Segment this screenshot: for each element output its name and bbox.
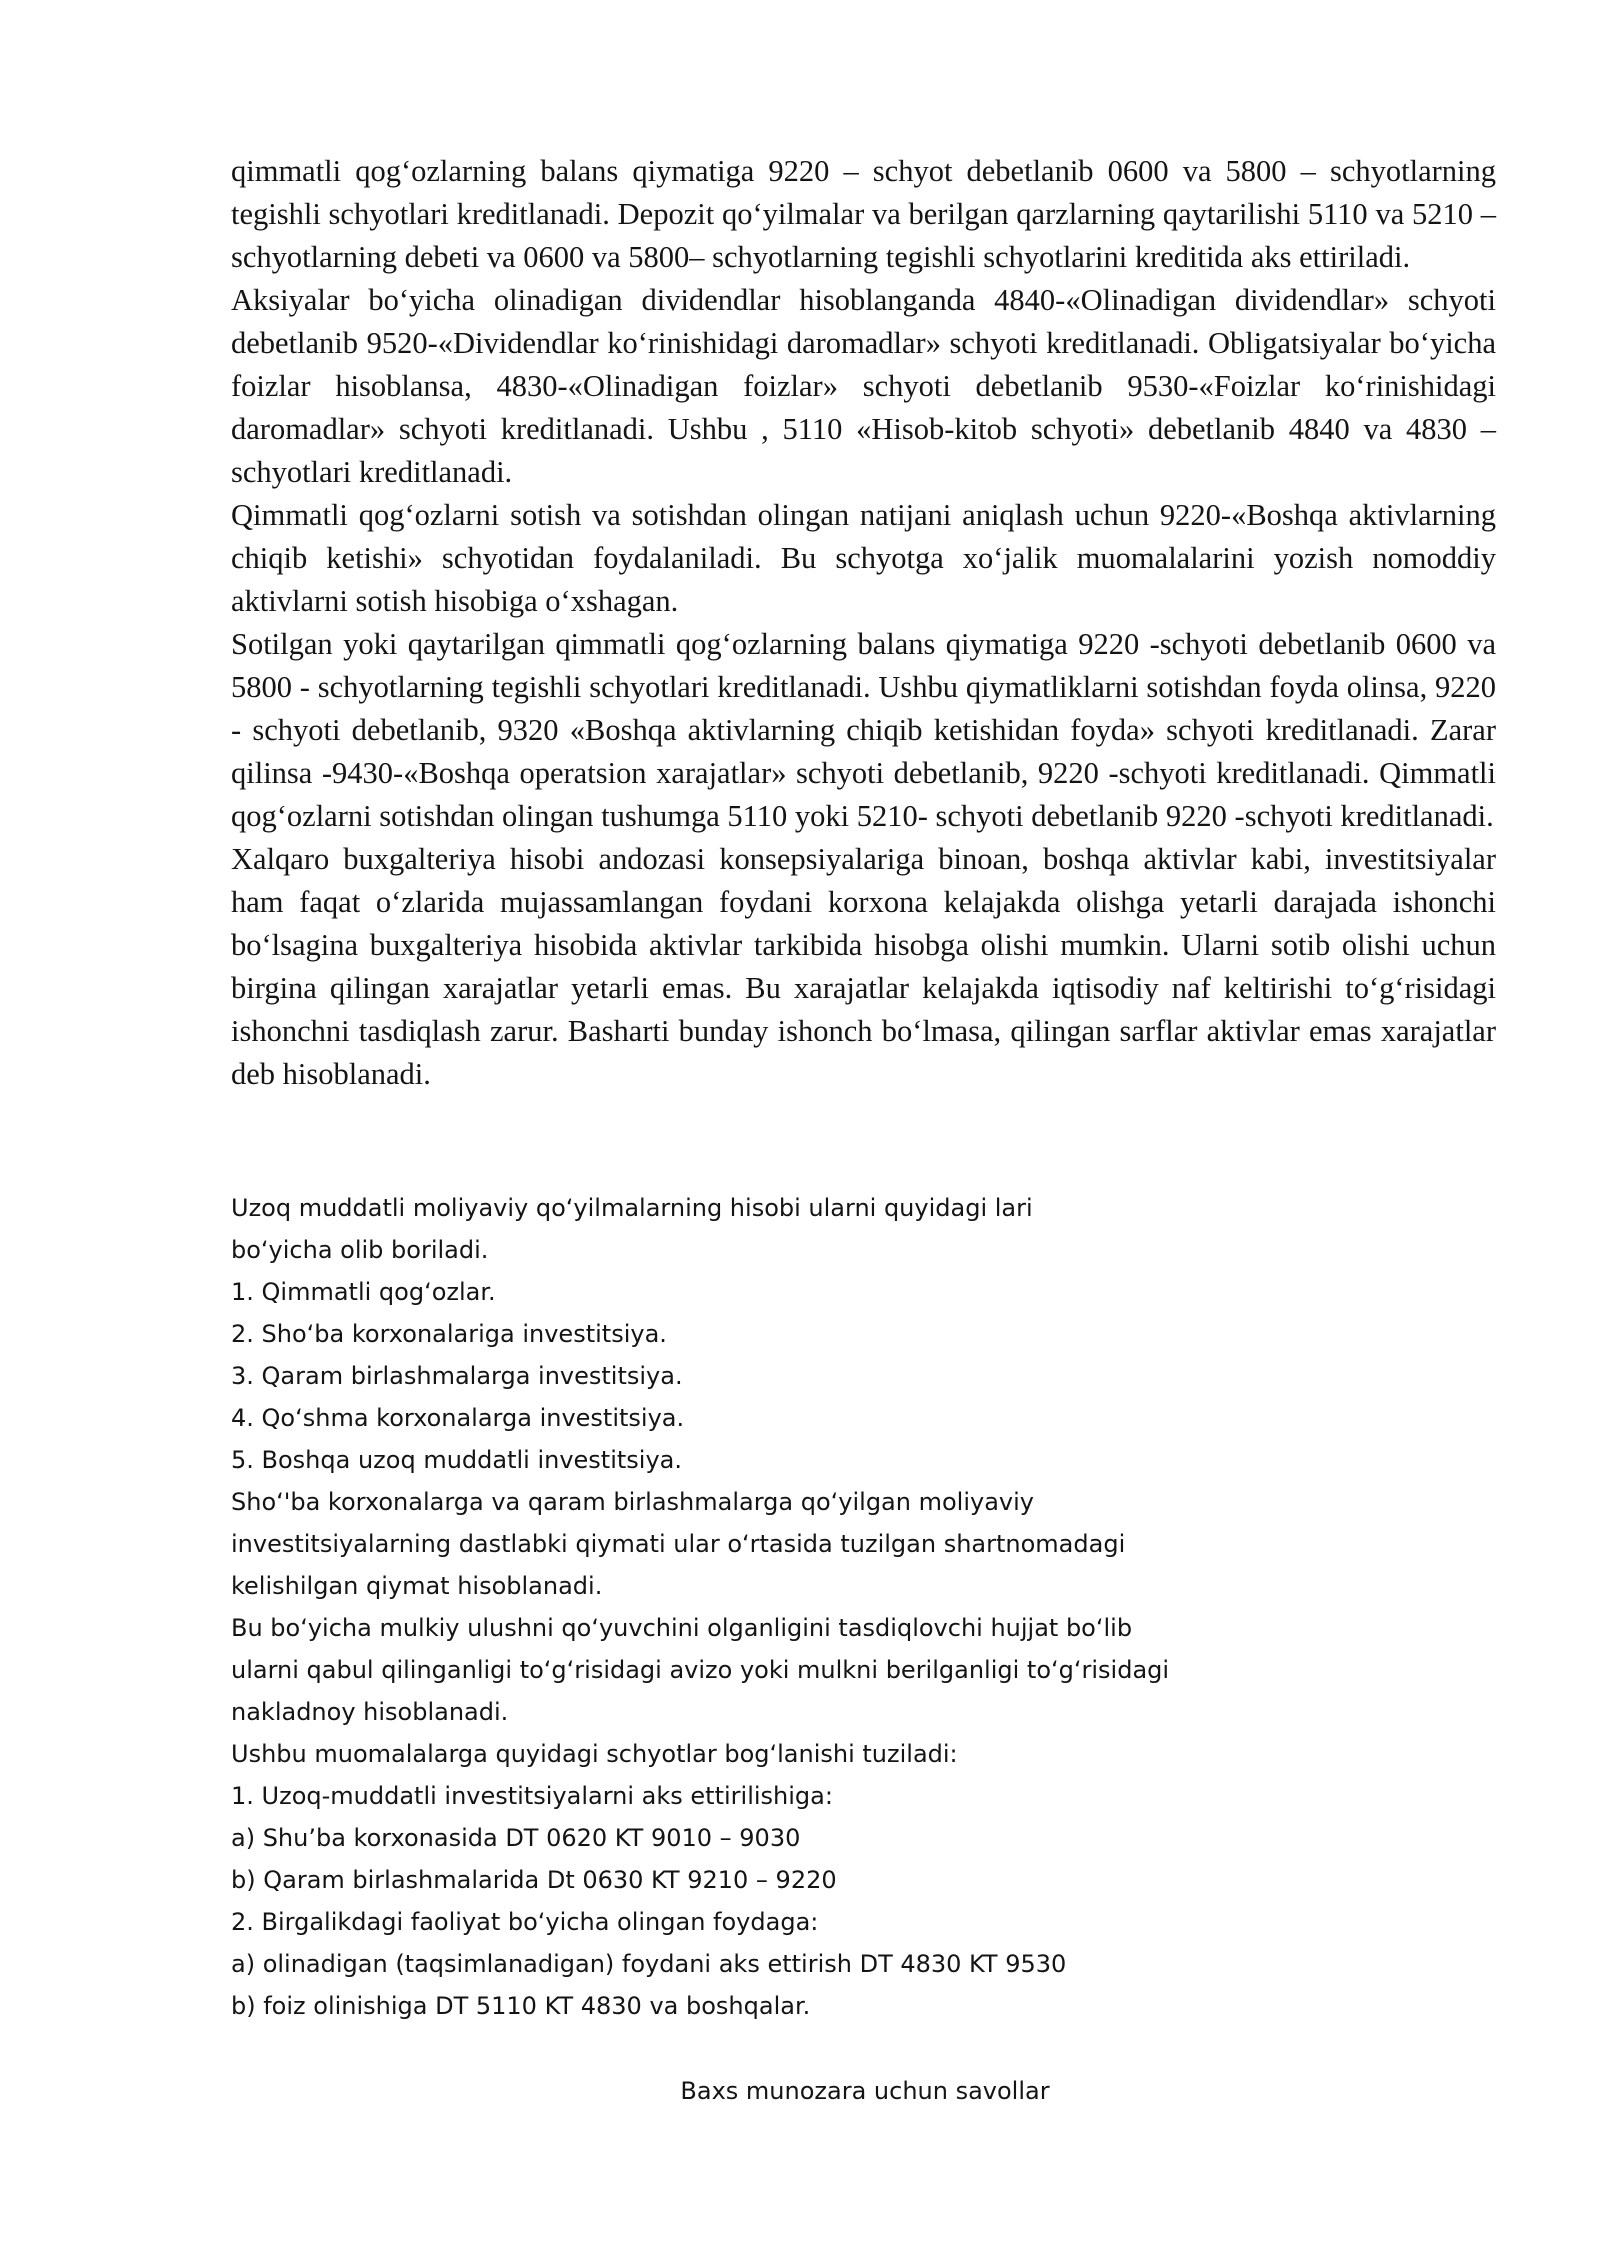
list-item: 4. Qo‘shma korxonalarga investitsiya. [231,1404,685,1432]
paragraph: qimmatli qog‘ozlarning balans qiymatiga 9220 – schyot debetlanib 0600 va 5800 – schyotlarning tegishli schyotlari kreditlanadi. Depozit qo‘yilmalar va berilgan qarzlarning qaytarilishi 5110 va 5210 – schyotlarning debeti va 0600 va 5800– schyotlarning tegishli schyotlarini kreditida aks ettiriladi. [231,154,1496,274]
list-item: 1. Qimmatli qog‘ozlar. [231,1278,496,1306]
list-item: b) foiz olinishiga DT 5110 KT 4830 va boshqalar. [231,1992,811,2020]
investment-list-section [231,1187,1496,2027]
text-line: ularni qabul qilinganligi to‘g‘risidagi avizo yoki mulkni berilganligi to‘g‘risidagi [231,1656,1170,1684]
text-line: investitsiyalarning dastlabki qiymati ular o‘rtasida tuzilgan shartnomadagi [231,1530,1126,1558]
list-item: 2. Sho‘ba korxonalariga investitsiya. [231,1320,667,1348]
paragraph: Sotilgan yoki qaytarilgan qimmatli qog‘ozlarning balans qiymatiga 9220 -schyoti debetlanib 0600 va 5800 - schyotlarning tegishli schyotlari kreditlanadi. Ushbu qiymatliklarni sotishdan foyda olinsa, 9220 - schyoti debetlanib, 9320 «Boshqa aktivlarning chiqib ketishidan foyda» schyoti kreditlanadi. Zarar qilinsa -9430-«Boshqa operatsion xarajatlar» schyoti debetlanib, 9220 -schyoti kreditlanadi. Qimmatli qog‘ozlarni sotishdan olingan tushumga 5110 yoki 5210- schyoti debetlanib 9220 -schyoti kreditlanadi. [231,627,1496,833]
body-text [231,150,1496,1096]
text-line: nakladnoy hisoblanadi. [231,1698,509,1726]
list-item: 3. Qaram birlashmalarga investitsiya. [231,1362,683,1390]
text-line: kelishilgan qiymat hisoblanadi. [231,1572,603,1600]
section-title: Baxs munozara uchun savollar [680,2077,1050,2105]
paragraph: Qimmatli qog‘ozlarni sotish va sotishdan olingan natijani aniqlash uchun 9220-«Boshqa aktivlarning chiqib ketishi» schyotidan foydalaniladi. Bu schyotga xo‘jalik muomalalarini yozish nomoddiy aktivlarni sotish hisobiga o‘xshagan. [231,498,1496,618]
text-line: bo‘yicha olib boriladi. [231,1236,489,1264]
paragraph: Xalqaro buxgalteriya hisobi andozasi konsepsiyalariga binoan, boshqa aktivlar kabi, investitsiyalar ham faqat o‘zlarida mujassamlangan foydani korxona kelajakda olishga yetarli darajada ishonchi bo‘lsagina buxgalteriya hisobida aktivlar tarkibida hisobga olishi mumkin. Ularni sotib olishi uchun birgina qilingan xarajatlar yetarli emas. Bu xarajatlar kelajakda iqtisodiy naf keltirishi to‘g‘risidagi ishonchni tasdiqlash zarur. Basharti bunday ishonch bo‘lmasa, qilingan sarflar aktivlar emas xarajatlar deb hisoblanadi. [231,842,1496,1091]
text-line: Bu bo‘yicha mulkiy ulushni qo‘yuvchini olganligini tasdiqlovchi hujjat bo‘lib [231,1614,1133,1642]
text-line: Sho‘'ba korxonalarga va qaram birlashmalarga qo‘yilgan moliyaviy [231,1488,1034,1516]
list-item: 1. Uzoq-muddatli investitsiyalarni aks ettirilishiga: [231,1782,833,1810]
text-line: Ushbu muomalalarga quyidagi schyotlar bog‘lanishi tuziladi: [231,1740,958,1768]
list-item: b) Qaram birlashmalarida Dt 0630 KT 9210 – 9220 [231,1866,837,1894]
list-item: 2. Birgalikdagi faoliyat bo‘yicha olingan foydaga: [231,1908,819,1936]
list-item: a) Shu’ba korxonasida DT 0620 KT 9010 – 9030 [231,1824,801,1852]
text-line: Uzoq muddatli moliyaviy qo‘yilmalarning hisobi ularni quyidagi lari [231,1194,1033,1222]
list-item: 5. Boshqa uzoq muddatli investitsiya. [231,1446,683,1474]
paragraph: Aksiyalar bo‘yicha olinadigan dividendlar hisoblanganda 4840-«Olinadigan dividendlar» schyoti debetlanib 9520-«Dividendlar ko‘rinishidagi daromadlar» schyoti kreditlanadi. Obligatsiyalar bo‘yicha foizlar hisoblansa, 4830-«Olinadigan foizlar» schyoti debetlanib 9530-«Foizlar ko‘rinishidagi daromadlar» schyoti kreditlanadi. Ushbu , 5110 «Hisob-kitob schyoti» debetlanib 4840 va 4830 – schyotlari kreditlanadi. [231,283,1496,489]
list-item: a) olinadigan (taqsimlanadigan) foydani aks ettirish DT 4830 KT 9530 [231,1950,1067,1978]
